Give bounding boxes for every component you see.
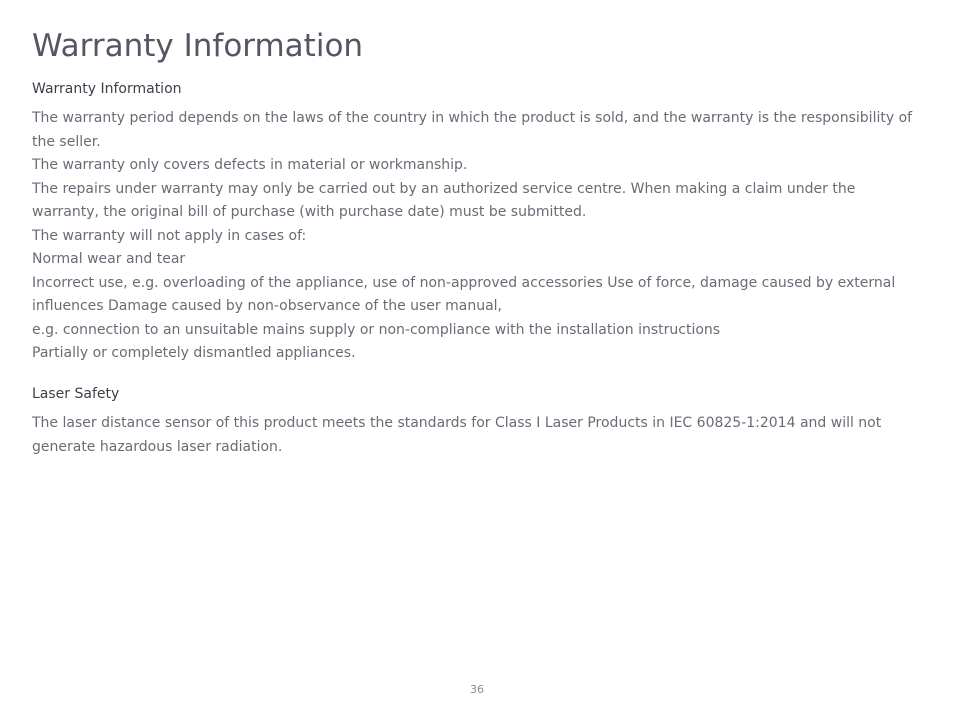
laser-text	[32, 412, 922, 459]
warranty-line-repairs: The repairs under warranty may only be carried out by an authorized service centre. When making a claim under the warranty, the original bill of purchase (with purchase date) must be submitted.	[32, 180, 856, 220]
laser-section	[32, 384, 922, 459]
warranty-line-period: The warranty period depends on the laws of the country in which the product is sold, and the warranty is the responsibility of the seller.	[32, 110, 913, 150]
warranty-line-wear: Normal wear and tear	[32, 251, 186, 267]
warranty-line-connection: e.g. connection to an unsuitable mains supply or non-compliance with the installation instructions	[32, 321, 721, 338]
page-title: Warranty Information	[32, 28, 364, 64]
warranty-section	[32, 79, 922, 366]
page-number: 36	[470, 683, 484, 696]
warranty-text	[32, 107, 922, 366]
warranty-heading: Warranty Information	[32, 81, 182, 97]
warranty-line-dismantled: Partially or completely dismantled appliances.	[32, 345, 356, 361]
warranty-line-exclusions-intro: The warranty will not apply in cases of:	[32, 227, 307, 244]
laser-line-standard: The laser distance sensor of this product meets the standards for Class I Laser Products in IEC 60825-1:2014 and will not generate hazardous laser radiation.	[32, 415, 882, 455]
warranty-line-incorrect-use: Incorrect use, e.g. overloading of the appliance, use of non-approved accessories Use of force, damage caused by external influences Damage caused by non-observance of the user manual,	[32, 274, 896, 314]
warranty-line-coverage: The warranty only covers defects in material or workmanship.	[32, 157, 468, 173]
laser-heading: Laser Safety	[32, 386, 120, 402]
